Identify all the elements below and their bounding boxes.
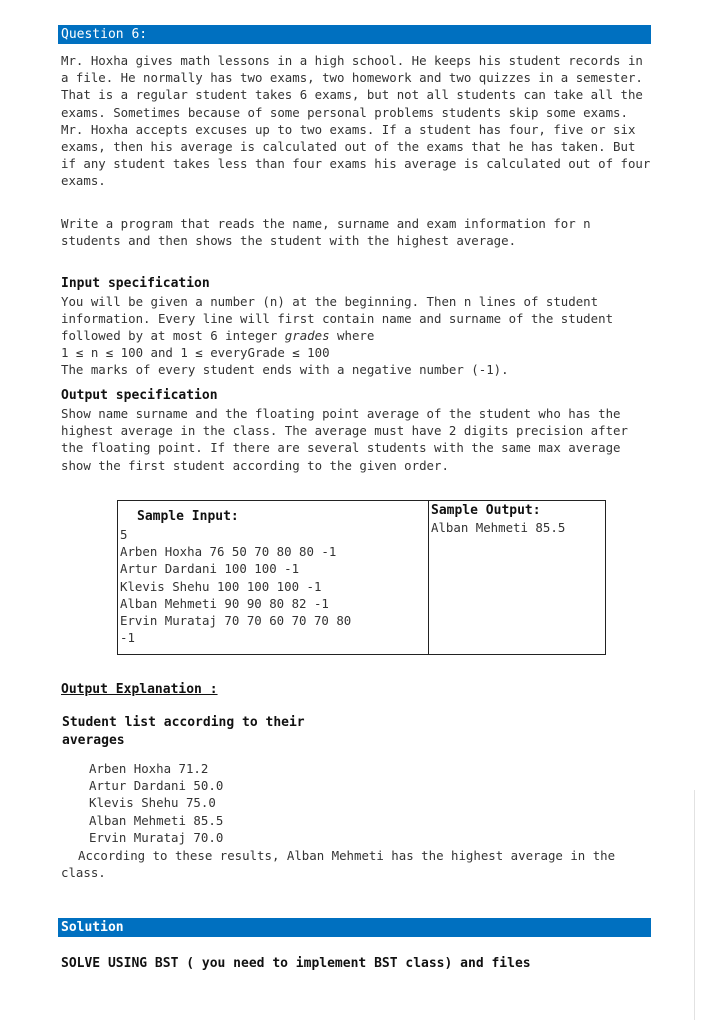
student-list-title: Student list according to their averages: [62, 715, 305, 748]
solution-header-bar: [58, 918, 651, 937]
explanation-conclusion: According to these results, Alban Mehmeti has the highest average in the class.: [61, 848, 616, 881]
input-spec-text-a: You will be given a number (n) at the beginning. Then n lines of student information. Every line will first contain name and surname of the student followed by at most 6 integer: [61, 294, 621, 344]
input-spec-italic-word: grades: [284, 328, 330, 344]
sample-input-line: 5: [120, 527, 128, 542]
problem-paragraph-2: Write a program that reads the name, surname and exam information for n students and then shows the student with the highest average.: [61, 216, 599, 249]
sample-output-line: Alban Mehmeti 85.5: [431, 520, 566, 535]
sample-input-line: Arben Hoxha 76 50 70 80 80 -1: [120, 544, 337, 560]
list-item: Klevis Shehu 75.0: [89, 795, 216, 811]
sample-input-cell: [118, 501, 429, 654]
input-spec-text-b: where: [329, 328, 375, 344]
solution-instruction: SOLVE USING BST ( you need to implement BST class) and files: [61, 956, 531, 971]
sample-input-title: Sample Input:: [137, 509, 239, 524]
input-spec-text: [61, 293, 651, 345]
input-spec-note: The marks of every student ends with a negative number (-1).: [61, 362, 509, 377]
list-item: Artur Dardani 50.0: [89, 778, 224, 794]
sample-input-lines: [120, 526, 351, 646]
average-list: [89, 760, 223, 846]
sample-input-line: Alban Mehmeti 90 90 80 82 -1: [120, 595, 329, 611]
sample-input-line: Ervin Murataj 70 70 60 70 70 80: [120, 613, 352, 629]
input-spec-heading: Input specification: [61, 276, 210, 291]
sample-output-cell: [429, 501, 605, 654]
sample-input-line: Klevis Shehu 100 100 100 -1: [120, 578, 322, 594]
page-edge-divider: [694, 790, 695, 1020]
sample-table: [117, 500, 606, 655]
question-title: Question 6:: [61, 27, 148, 42]
question-header-bar: [58, 25, 651, 44]
list-item: Alban Mehmeti 85.5: [89, 812, 224, 828]
sample-output-title: Sample Output:: [431, 503, 541, 518]
problem-paragraph-1: Mr. Hoxha gives math lessons in a high school. He keeps his student records in a file. He normally has two exams, two homework and two quizzes in a semester. That is a regular student takes 6 exams, but not all students can take all the exams. Sometimes because of some personal problems students skip some exams. Mr. Hoxha accepts excuses up to two exams. If a student has four, five or six exams, then his average is calculated out of the exams that he has taken. But if any student takes less than four exams his average is calculated out of four exams.: [61, 53, 658, 189]
list-item: Arben Hoxha 71.2: [89, 761, 209, 776]
output-spec-heading: Output specification: [61, 388, 218, 403]
sample-input-line: -1: [120, 630, 135, 646]
output-spec-text: Show name surname and the floating point average of the student who has the highest average in the class. The average must have 2 digits precision after the floating point. If there are several students with the same max average show the first student according to the given order.: [61, 406, 636, 473]
output-explanation-title: Output Explanation :: [61, 682, 218, 697]
list-item: Ervin Murataj 70.0: [89, 829, 224, 845]
input-spec-constraint: 1 ≤ n ≤ 100 and 1 ≤ everyGrade ≤ 100: [61, 345, 330, 360]
solution-title: Solution: [61, 920, 124, 935]
sample-input-line: Artur Dardani 100 100 -1: [120, 561, 300, 577]
